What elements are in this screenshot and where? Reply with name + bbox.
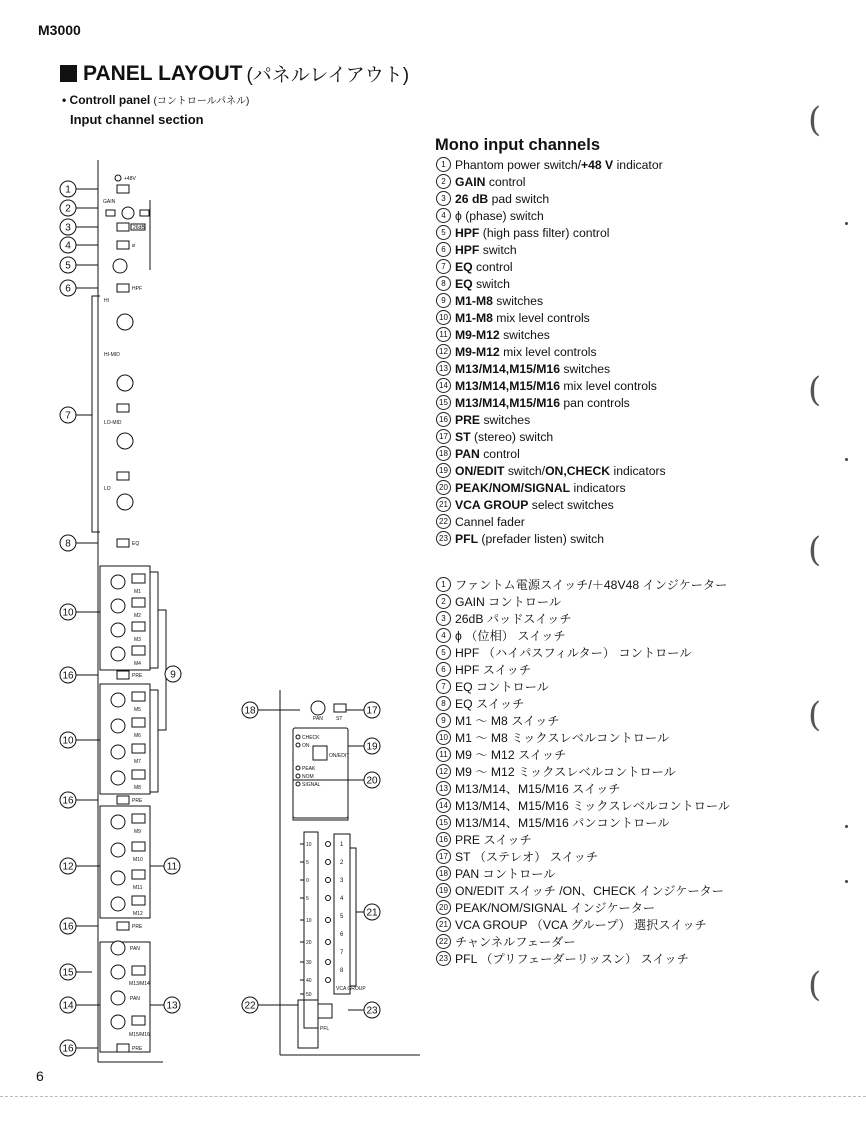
item-number-icon: 18 bbox=[436, 866, 451, 881]
jp-item-text: M13/M14、M15/M16 パンコントロール bbox=[455, 816, 670, 830]
item-number-icon: 11 bbox=[436, 327, 451, 342]
vca-number: 4 bbox=[340, 896, 344, 902]
label-gain: GAIN bbox=[103, 199, 116, 205]
en-item-text: control bbox=[479, 446, 520, 461]
label-48v: +48V bbox=[124, 176, 136, 182]
jp-item-text: チャンネルフェーダー bbox=[455, 935, 576, 949]
label-lo: LO bbox=[104, 486, 111, 492]
item-number-icon: 10 bbox=[436, 730, 451, 745]
en-item-text: (prefader listen) switch bbox=[478, 531, 605, 546]
vca-number: 7 bbox=[340, 950, 344, 956]
item-number-icon: 9 bbox=[436, 713, 451, 728]
callout-number: 16 bbox=[62, 670, 74, 682]
en-item-text: switch bbox=[472, 276, 510, 291]
item-number-icon: 5 bbox=[436, 645, 451, 660]
fader-scale-label: 40 bbox=[306, 978, 312, 984]
mono-input-title: Mono input channels bbox=[435, 136, 600, 154]
item-number-icon: 2 bbox=[436, 174, 451, 189]
fader-scale-label: 5 bbox=[306, 896, 309, 902]
fader-scale-label: 50 bbox=[306, 992, 312, 998]
en-item-text: indicators bbox=[570, 480, 626, 495]
label-check: CHECK bbox=[302, 735, 320, 741]
callout-number: 19 bbox=[366, 741, 378, 753]
label-m10: M10 bbox=[133, 857, 143, 863]
en-item-text: switch bbox=[479, 242, 517, 257]
item-number-icon: 19 bbox=[436, 463, 451, 478]
en-item-bold: VCA GROUP bbox=[455, 497, 529, 512]
item-number-icon: 2 bbox=[436, 594, 451, 609]
en-item-text: switches bbox=[560, 361, 611, 376]
label-pre-4: PRE bbox=[132, 1046, 143, 1052]
footer-divider bbox=[0, 1096, 866, 1097]
label-m1516: M15/M16 bbox=[129, 1032, 150, 1038]
label-m12: M12 bbox=[133, 911, 143, 917]
item-number-icon: 9 bbox=[436, 293, 451, 308]
item-number-icon: 23 bbox=[436, 951, 451, 966]
callout-number: 6 bbox=[65, 283, 71, 295]
callout-number: 15 bbox=[62, 967, 74, 979]
jp-item-text: M13/M14、M15/M16 スイッチ bbox=[455, 782, 621, 796]
callout-number: 9 bbox=[170, 669, 176, 681]
item-number-icon: 14 bbox=[436, 798, 451, 813]
label-on: ON bbox=[302, 743, 310, 749]
item-number-icon: 17 bbox=[436, 429, 451, 444]
item-number-icon: 10 bbox=[436, 310, 451, 325]
jp-item-text: PEAK/NOM/SIGNAL インジケーター bbox=[455, 901, 656, 915]
label-hi: HI bbox=[104, 298, 109, 304]
margin-bracket: ( bbox=[808, 965, 822, 1005]
jp-item-text: EQ スイッチ bbox=[455, 697, 525, 711]
callout-number: 20 bbox=[366, 775, 378, 787]
item-number-icon: 20 bbox=[436, 480, 451, 495]
label-st: ST bbox=[336, 716, 343, 722]
callout-number: 10 bbox=[62, 607, 74, 619]
callout-number: 10 bbox=[62, 735, 74, 747]
jp-item-text: M13/M14、M15/M16 ミックスレベルコントロール bbox=[455, 799, 731, 813]
item-number-icon: 1 bbox=[436, 157, 451, 172]
title-jp: (パネルレイアウト) bbox=[246, 65, 410, 86]
callout-number: 3 bbox=[65, 222, 71, 234]
item-number-icon: 8 bbox=[436, 276, 451, 291]
callout-number: 13 bbox=[166, 1000, 178, 1012]
en-item-bold: PEAK/NOM/SIGNAL bbox=[455, 480, 571, 495]
item-number-icon: 1 bbox=[436, 577, 451, 592]
label-m2: M2 bbox=[134, 613, 141, 619]
en-item-text: mix level controls bbox=[560, 378, 657, 393]
item-number-icon: 3 bbox=[436, 611, 451, 626]
item-number-icon: 15 bbox=[436, 395, 451, 410]
en-item-text-2: indicators bbox=[610, 463, 666, 478]
label-m8: M8 bbox=[134, 785, 141, 791]
callout-number: 11 bbox=[166, 861, 178, 873]
label-hpf: HPF bbox=[132, 286, 142, 292]
section-heading: Input channel section bbox=[70, 112, 204, 127]
label-m7: M7 bbox=[134, 759, 141, 765]
item-number-icon: 4 bbox=[436, 628, 451, 643]
fader-scale-label: 10 bbox=[306, 918, 312, 924]
en-item-bold: GAIN bbox=[455, 174, 486, 189]
jp-item-text: HPF （ハイパスフィルター） コントロール bbox=[455, 646, 692, 660]
callout-number: 16 bbox=[62, 921, 74, 933]
label-signal: SIGNAL bbox=[302, 782, 321, 788]
label-nom: NOM bbox=[302, 774, 314, 780]
item-number-icon: 14 bbox=[436, 378, 451, 393]
callout-number: 16 bbox=[62, 1043, 74, 1055]
fader-scale-label: 5 bbox=[306, 860, 309, 866]
fader-scale-label: 0 bbox=[306, 878, 309, 884]
item-number-icon: 13 bbox=[436, 361, 451, 376]
en-item-text: Phantom power switch/ bbox=[455, 157, 581, 172]
item-number-icon: 4 bbox=[436, 208, 451, 223]
callout-number: 14 bbox=[62, 1000, 74, 1012]
label-pre-2: PRE bbox=[132, 798, 143, 804]
item-number-icon: 16 bbox=[436, 832, 451, 847]
jp-item-text: M1 ～ M8 ミックスレベルコントロール bbox=[455, 731, 670, 745]
jp-item-text: PRE スイッチ bbox=[455, 833, 532, 847]
label-lomid: LO-MID bbox=[104, 420, 122, 426]
jp-item-text: ST （ステレオ） スイッチ bbox=[455, 850, 599, 864]
en-item-text: pan controls bbox=[560, 395, 630, 410]
item-number-icon: 7 bbox=[436, 259, 451, 274]
jp-item-text: M9 ～ M12 ミックスレベルコントロール bbox=[455, 765, 676, 779]
label-vca: VCA GROUP bbox=[336, 986, 366, 992]
title-main: PANEL LAYOUT bbox=[83, 61, 243, 85]
item-number-icon: 21 bbox=[436, 917, 451, 932]
margin-bracket: ( bbox=[808, 100, 822, 140]
item-number-icon: 3 bbox=[436, 191, 451, 206]
vca-number: 8 bbox=[340, 968, 344, 974]
callout-number: 17 bbox=[366, 705, 378, 717]
en-item-bold: HPF bbox=[455, 242, 480, 257]
label-pan-3: PAN bbox=[313, 716, 323, 722]
label-m1314: M13/M14 bbox=[129, 981, 150, 987]
fader-scale-label: 10 bbox=[306, 842, 312, 848]
en-item-bold-2: ON,CHECK bbox=[545, 463, 611, 478]
vca-number: 5 bbox=[340, 914, 344, 920]
en-item-text: (stereo) switch bbox=[470, 429, 554, 444]
margin-bracket: ( bbox=[808, 530, 822, 570]
item-number-icon: 21 bbox=[436, 497, 451, 512]
en-item-bold: M9-M12 bbox=[455, 327, 500, 342]
en-item-bold: 26 dB bbox=[455, 191, 489, 206]
label-m5: M5 bbox=[134, 707, 141, 713]
callout-number: 18 bbox=[244, 705, 256, 717]
label-himid: HI-MID bbox=[104, 352, 120, 358]
jp-item-text: M1 ～ M8 スイッチ bbox=[455, 714, 560, 728]
callout-number: 23 bbox=[366, 1005, 378, 1017]
fader-scale-label: 20 bbox=[306, 940, 312, 946]
item-number-icon: 13 bbox=[436, 781, 451, 796]
en-item-text: mix level controls bbox=[499, 344, 597, 359]
label-pre-3: PRE bbox=[132, 924, 143, 930]
label-pfl: PFL bbox=[320, 1026, 330, 1032]
item-number-icon: 12 bbox=[436, 764, 451, 779]
callout-number: 7 bbox=[65, 410, 71, 422]
en-item-text: pad switch bbox=[488, 191, 550, 206]
jp-item-text: GAIN コントロール bbox=[455, 595, 562, 609]
item-number-icon: 11 bbox=[436, 747, 451, 762]
en-item-text: ϕ (phase) switch bbox=[455, 208, 544, 223]
vca-number: 6 bbox=[340, 932, 344, 938]
en-item-text: switch/ bbox=[504, 463, 546, 478]
en-item-bold: PRE bbox=[455, 412, 481, 427]
en-item-bold: PAN bbox=[455, 446, 480, 461]
jp-item-text: PAN コントロール bbox=[455, 867, 556, 881]
jp-item-text: VCA GROUP （VCA グループ） 選択スイッチ bbox=[455, 918, 707, 932]
margin-bracket: ( bbox=[808, 695, 822, 735]
label-eq: EQ bbox=[132, 541, 140, 547]
en-item-bold: M13/M14,M15/M16 bbox=[455, 361, 560, 376]
control-panel-label: • Controll panel bbox=[62, 93, 151, 107]
label-pan-1: PAN bbox=[130, 946, 140, 952]
item-number-icon: 23 bbox=[436, 531, 451, 546]
en-item-text: select switches bbox=[528, 497, 614, 512]
en-item-bold: ON/EDIT bbox=[455, 463, 505, 478]
en-item-text: control bbox=[472, 259, 513, 274]
item-number-icon: 6 bbox=[436, 662, 451, 677]
item-number-icon: 5 bbox=[436, 225, 451, 240]
item-number-icon: 12 bbox=[436, 344, 451, 359]
jp-item-text: 26dB パッドスイッチ bbox=[455, 612, 572, 626]
en-item-bold: M9-M12 bbox=[455, 344, 500, 359]
callout-number: 16 bbox=[62, 795, 74, 807]
en-item-text: (high pass filter) control bbox=[479, 225, 610, 240]
callout-number: 5 bbox=[65, 260, 71, 272]
item-number-icon: 20 bbox=[436, 900, 451, 915]
item-number-icon: 17 bbox=[436, 849, 451, 864]
en-item-bold-2: +48 V bbox=[581, 157, 614, 172]
callout-number: 2 bbox=[65, 203, 71, 215]
item-number-icon: 7 bbox=[436, 679, 451, 694]
callout-number: 12 bbox=[62, 861, 74, 873]
callout-number: 4 bbox=[65, 240, 71, 252]
label-m11: M11 bbox=[133, 885, 143, 891]
vca-number: 3 bbox=[340, 878, 344, 884]
jp-item-text: PFL （プリフェーダーリッスン） スイッチ bbox=[455, 952, 689, 966]
model-name: M3000 bbox=[38, 22, 81, 38]
label-m1: M1 bbox=[134, 589, 141, 595]
callout-number: 1 bbox=[65, 184, 71, 196]
label-onedit: ON/EDIT bbox=[329, 753, 350, 759]
callout-number: 21 bbox=[366, 907, 378, 919]
en-item-text: control bbox=[485, 174, 526, 189]
en-item-bold: M1-M8 bbox=[455, 310, 493, 325]
control-panel-jp: (コントロールパネル) bbox=[153, 96, 250, 107]
label-peak: PEAK bbox=[302, 766, 316, 772]
fader-scale-label: 30 bbox=[306, 960, 312, 966]
en-item-bold: M13/M14,M15/M16 bbox=[455, 395, 560, 410]
page-number: 6 bbox=[36, 1068, 44, 1084]
en-item-bold: HPF bbox=[455, 225, 480, 240]
en-item-bold: ST bbox=[455, 429, 471, 444]
en-item-bold: M1-M8 bbox=[455, 293, 493, 308]
jp-item-text: M9 ～ M12 スイッチ bbox=[455, 748, 567, 762]
en-item-text: switches bbox=[492, 293, 544, 308]
item-number-icon: 22 bbox=[436, 514, 451, 529]
label-pre-1: PRE bbox=[132, 673, 143, 679]
item-number-icon: 19 bbox=[436, 883, 451, 898]
item-number-icon: 18 bbox=[436, 446, 451, 461]
en-item-bold: EQ bbox=[455, 276, 473, 291]
label-m4: M4 bbox=[134, 661, 141, 667]
en-item-bold: M13/M14,M15/M16 bbox=[455, 378, 560, 393]
en-item-text: switches bbox=[499, 327, 550, 342]
item-number-icon: 8 bbox=[436, 696, 451, 711]
item-number-icon: 16 bbox=[436, 412, 451, 427]
item-number-icon: 6 bbox=[436, 242, 451, 257]
label-pan-2: PAN bbox=[130, 996, 140, 1002]
vca-number: 2 bbox=[340, 860, 344, 866]
en-item-text: switches bbox=[480, 412, 531, 427]
en-item-text-2: indicator bbox=[613, 157, 663, 172]
vca-number: 1 bbox=[340, 842, 344, 848]
en-item-bold: PFL bbox=[455, 531, 479, 546]
jp-item-text: EQ コントロール bbox=[455, 680, 549, 694]
label-26db: 26dB bbox=[133, 225, 145, 231]
jp-item-text: ON/EDIT スイッチ /ON、CHECK インジケーター bbox=[455, 884, 724, 898]
label-m9: M9 bbox=[134, 829, 141, 835]
en-item-text: mix level controls bbox=[492, 310, 590, 325]
item-number-icon: 22 bbox=[436, 934, 451, 949]
label-m3: M3 bbox=[134, 637, 141, 643]
jp-item-text: ファントム電源スイッチ/＋48V48 インジケーター bbox=[455, 578, 728, 592]
en-item-text: Cannel fader bbox=[455, 514, 525, 529]
label-phase: ø bbox=[132, 243, 136, 249]
callout-number: 8 bbox=[65, 538, 71, 550]
jp-item-text: ϕ （位相） スイッチ bbox=[455, 629, 566, 643]
item-number-icon: 15 bbox=[436, 815, 451, 830]
en-item-bold: EQ bbox=[455, 259, 473, 274]
jp-item-text: HPF スイッチ bbox=[455, 663, 532, 677]
callout-number: 22 bbox=[244, 1000, 256, 1012]
label-m6: M6 bbox=[134, 733, 141, 739]
margin-bracket: ( bbox=[808, 370, 822, 410]
